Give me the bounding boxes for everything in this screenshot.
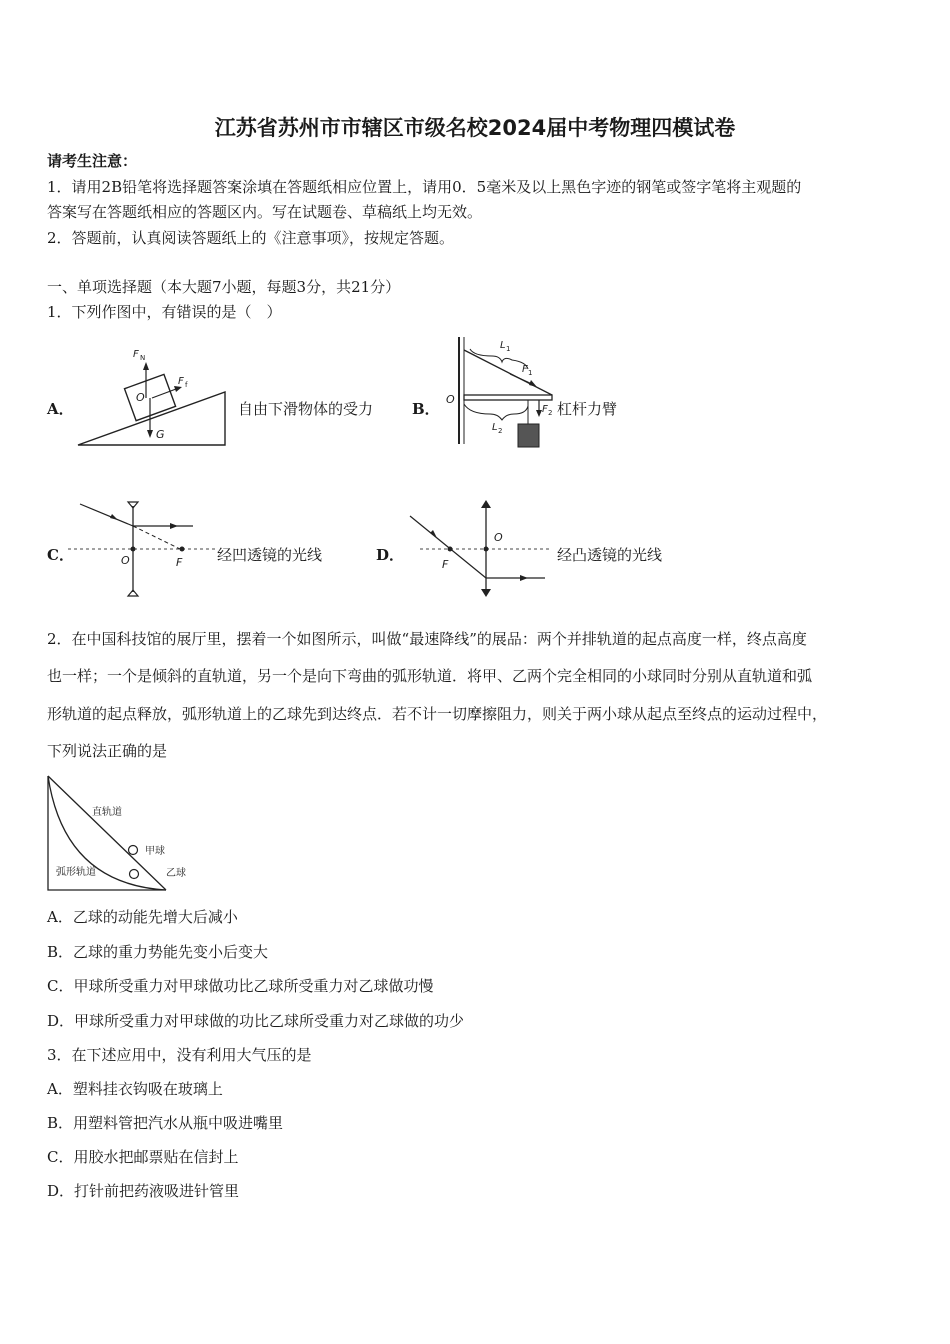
ff-label: F	[178, 376, 184, 387]
q1-option-a-label: A．	[47, 400, 74, 418]
focus-f: F	[176, 556, 183, 569]
f2-sub: 2	[548, 409, 553, 417]
section-heading: 一、单项选择题（本大题7小题，每题3分，共21分）	[47, 278, 401, 296]
l1-sub: 1	[506, 345, 511, 353]
notice-heading: 请考生注意：	[47, 152, 138, 170]
q1-stem: 1．下列作图中，有错误的是（ ）	[47, 303, 282, 321]
ball-b-label: 乙球	[166, 868, 186, 879]
q2-option-d: D．甲球所受重力对甲球做的功比乙球所受重力对乙球做的功少	[47, 1012, 465, 1030]
q1-option-d-caption: 经凸透镜的光线	[557, 546, 663, 564]
notice-line-1a: 1．请用2B铅笔将选择题答案涂填在答题纸相应位置上，请用0．5毫米及以上黑色字迹的钢笔或签字笔将主观题的	[47, 178, 802, 196]
q3-option-b: B．用塑料管把汽水从瓶中吸进嘴里	[47, 1114, 284, 1132]
q2-option-b: B．乙球的重力势能先变小后变大	[47, 943, 269, 961]
q3-option-c: C．用胶水把邮票贴在信封上	[47, 1148, 239, 1166]
fulcrum-o-label: O	[446, 393, 455, 406]
q2-stem-line-1: 2．在中国科技馆的展厅里，摆着一个如图所示，叫做“最速降线”的展品：两个并排轨道的起点高度一样，终点高度	[47, 630, 807, 648]
incline-force-diagram	[70, 340, 235, 450]
page-title: 江苏省苏州市市辖区市级名校2024届中考物理四模试卷	[214, 116, 736, 140]
notice-line-2: 2．答题前，认真阅读答题纸上的《注意事项》，按规定答题。	[47, 229, 455, 247]
f2-label: F	[542, 404, 548, 415]
lever-arm-diagram	[440, 332, 558, 452]
l2-sub: 2	[498, 427, 503, 435]
notice-line-1b: 答案写在答题纸相应的答题区内。写在试题卷、草稿纸上均无效。	[47, 203, 483, 221]
f1-sub: 1	[528, 369, 533, 377]
q1-option-d-label: D．	[376, 546, 405, 564]
straight-track-label: 直轨道	[92, 807, 122, 818]
q1-option-a-caption: 自由下滑物体的受力	[238, 400, 374, 418]
ball-a-label: 甲球	[145, 846, 165, 857]
gravity-g-label: G	[156, 428, 165, 441]
q1-option-c-label: C．	[47, 546, 74, 564]
q1-option-b-label: B．	[412, 400, 440, 418]
q1-option-c-caption: 经凹透镜的光线	[217, 546, 323, 564]
q2-stem-line-2: 也一样；一个是倾斜的直轨道，另一个是向下弯曲的弧形轨道．将甲、乙两个完全相同的小球同时分别从直轨道和弧	[47, 667, 813, 685]
q3-stem: 3．在下述应用中，没有利用大气压的是	[47, 1046, 312, 1064]
q1-option-b-caption: 杠杆力臂	[557, 400, 618, 418]
l2-label: L	[492, 422, 498, 433]
q3-option-d: D．打针前把药液吸进针管里	[47, 1182, 240, 1200]
lens-center-o: O	[494, 531, 503, 544]
f1-label: F	[522, 364, 528, 375]
concave-lens-diagram	[68, 498, 218, 598]
l1-label: L	[500, 340, 506, 351]
q2-option-c: C．甲球所受重力对甲球做功比乙球所受重力对乙球做功慢	[47, 977, 434, 995]
origin-o-label: O	[136, 391, 145, 404]
fn-label: F	[133, 349, 139, 360]
lens-center-o: O	[121, 554, 130, 567]
focus-f: F	[442, 558, 449, 571]
ff-sub: f	[185, 381, 188, 389]
q2-stem-line-3: 形轨道的起点释放，弧形轨道上的乙球先到达终点．若不计一切摩擦阻力，则关于两小球从起点至终点的运动过程中，	[47, 705, 828, 723]
brachistochrone-diagram	[44, 772, 194, 894]
q2-stem-line-4: 下列说法正确的是	[47, 742, 168, 760]
q2-option-a: A．乙球的动能先增大后减小	[47, 908, 238, 926]
fn-sub: N	[140, 354, 146, 362]
convex-lens-diagram	[400, 498, 552, 598]
q3-option-a: A．塑料挂衣钩吸在玻璃上	[47, 1080, 223, 1098]
curved-track-label: 弧形轨道	[56, 867, 96, 878]
